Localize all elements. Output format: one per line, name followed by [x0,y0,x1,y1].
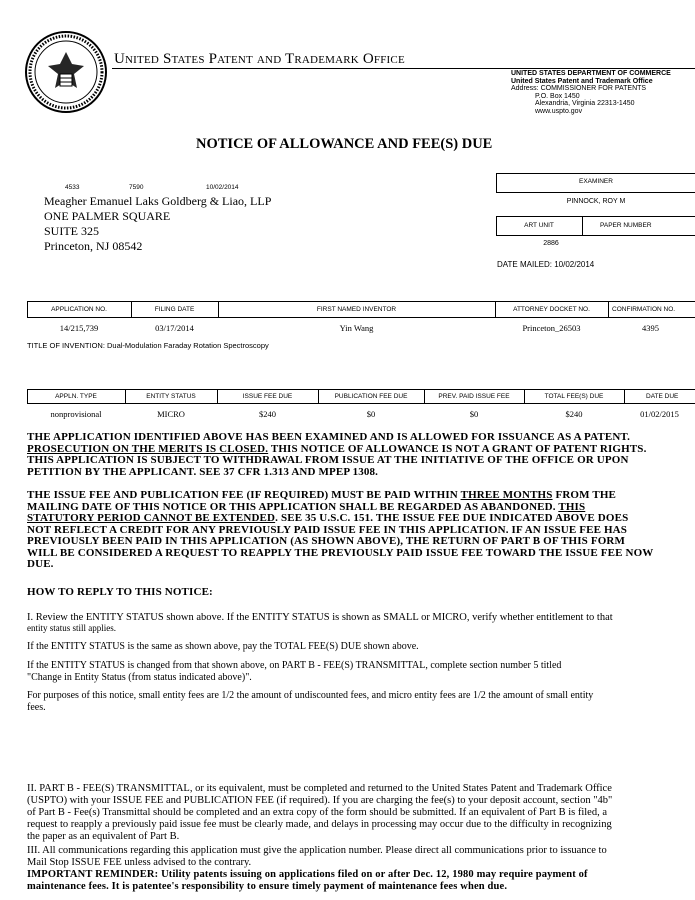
first-inventor: Yin Wang [339,323,374,333]
issue-fee-due: $240 [259,409,276,419]
text-line: I. Review the ENTITY STATUS shown above. If the ENTITY STATUS is shown as SMALL or MICRO, verify whether entitlement to that [27,612,613,623]
address-line: www.uspto.gov [535,107,583,115]
underlined-text: THIS [558,500,586,513]
total-fees-due: $240 [565,409,583,419]
address-line: Princeton, NJ 08542 [44,239,143,253]
text-line: NOT REFLECT A CREDIT FOR ANY PREVIOUSLY PAID ISSUE FEE IN THIS APPLICATION. IF AN ISSUE FEE HAS [27,523,628,536]
col-issue-fee-due: ISSUE FEE DUE [242,393,293,400]
col-publication-fee-due: PUBLICATION FEE DUE [334,393,408,400]
divider [582,216,583,236]
corr-code: 7590 [129,184,144,191]
text-line: For purposes of this notice, small entity fees are 1/2 the amount of undiscounted fees, and micro entity fees are 1/2 the amount of small entity [27,690,594,701]
art-unit-value: 2886 [543,240,559,247]
col-confirmation-no: CONFIRMATION NO. [612,306,676,313]
text: FROM THE [552,489,617,501]
examiner-label: EXAMINER [579,178,613,185]
address-line: Alexandria, Virginia 22313-1450 [535,100,635,107]
date-mailed: DATE MAILED: 10/02/2014 [497,260,595,269]
text: MAILING DATE OF THIS NOTICE OR THIS APPLICATION SHALL BE REGARDED AS ABANDONED. [27,500,559,513]
col-entity-status: ENTITY STATUS [146,393,196,400]
section-one-same-status: If the ENTITY STATUS is the same as shown above, pay the TOTAL FEE(S) DUE shown above. [27,641,419,652]
text-line: of Part B - Fee(s) Transmittal should be completed and an extra copy of the form should be submitted. If an equivalent of Part B is filed, a [27,807,608,818]
correspondence-address [44,194,271,254]
publication-fee-due: $0 [366,409,376,419]
col-date-due: DATE DUE [646,393,679,400]
filing-date: 03/17/2014 [155,323,194,333]
col-application-no: APPLICATION NO. [51,306,107,313]
paper-number-label: PAPER NUMBER [600,222,652,229]
entity-status: MICRO [157,409,185,419]
invention-title: TITLE OF INVENTION: Dual-Modulation Faraday Rotation Spectroscopy [27,341,269,350]
text-line: PETITION BY THE APPLICANT. SEE 37 CFR 1.313 AND MPEP 1308. [27,465,379,478]
how-to-reply-heading: HOW TO REPLY TO THIS NOTICE: [27,586,213,598]
underlined-text: STATUTORY PERIOD CANNOT BE EXTENDED [27,512,276,524]
text-line: IMPORTANT REMINDER: Utility patents issuing on applications filed on or after Dec. 12, 1980 may require payment of [27,869,588,880]
corr-code: 4533 [65,184,80,191]
fee-paragraph [27,490,695,571]
text-line: DUE. [27,558,54,570]
application-no: 14/215,739 [59,323,99,333]
underlined-text: PROSECUTION ON THE MERITS IS CLOSED. [27,442,269,455]
text: THE ISSUE FEE AND PUBLICATION FEE (IF REQUIRED) MUST BE PAID WITHIN [27,489,461,501]
text-line: THIS APPLICATION IS SUBJECT TO WITHDRAWAL FROM ISSUE AT THE INITIATIVE OF THE OFFICE OR UPON [27,454,629,466]
text-line: fees. [27,701,46,713]
text-line: "Change in Entity Status (from status indicated above)". [27,671,252,683]
col-filing-date: FILING DATE [154,306,195,313]
text-line: the paper as an equivalent of Part B. [27,831,180,842]
section-one-fee-purposes [27,690,695,713]
text-line: (USPTO) with your ISSUE FEE and PUBLICATION FEE (if required). If you are charging the fee(s) to your deposit account, section "4b" [27,795,613,806]
office-name: United States Patent and Trademark Office [114,51,405,67]
text-line: PREVIOUSLY BEEN PAID IN THIS APPLICATION (AS SHOWN ABOVE), THE RETURN OF PART B OF THIS FORM [27,535,626,547]
text-line: entity status still applies. [27,622,116,633]
col-appln-type: APPLN. TYPE [55,393,97,400]
important-reminder [27,869,695,893]
attorney-docket: Princeton_26503 [522,323,581,333]
confirmation-no: 4395 [642,323,659,333]
text-line: maintenance fees. It is patentee's responsibility to ensure timely payment of maintenance fees when due. [27,881,508,892]
address-line: UNITED STATES DEPARTMENT OF COMMERCE [511,70,671,77]
text-line [27,513,695,525]
section-three-communications [27,845,695,869]
prev-paid-issue-fee: $0 [469,409,479,419]
address-line: United States Patent and Trademark Office [511,77,653,85]
allowance-paragraph [27,432,695,478]
corr-date: 10/02/2014 [206,184,239,191]
header-rule [112,68,695,69]
text-line: Mail Stop ISSUE FEE unless advised to the contrary. [27,857,252,868]
section-one-review [27,612,695,633]
text-line: THE APPLICATION IDENTIFIED ABOVE HAS BEEN EXAMINED AND IS ALLOWED FOR ISSUANCE AS A PATENT. [27,431,630,443]
uspto-address [511,70,671,115]
text: THIS NOTICE OF ALLOWANCE IS NOT A GRANT OF PATENT RIGHTS. [268,442,647,455]
address-line: SUITE 325 [44,224,99,238]
col-prev-paid-issue-fee: PREV. PAID ISSUE FEE [438,393,510,400]
text: . SEE 35 U.S.C. 151. THE ISSUE FEE DUE INDICATED ABOVE DOES [275,512,629,524]
col-first-inventor: FIRST NAMED INVENTOR [316,306,397,313]
text-line: WILL BE CONSIDERED A REQUEST TO REAPPLY THE PREVIOUSLY PAID ISSUE FEE TOWARD THE ISSUE FEE NOW [27,546,654,559]
art-unit-label: ART UNIT [524,222,554,229]
address-line: P.O. Box 1450 [535,92,580,100]
divider [608,301,609,318]
col-attorney-docket: ATTORNEY DOCKET NO. [513,306,590,313]
address-line: ONE PALMER SQUARE [44,209,171,223]
underlined-text: THREE MONTHS [460,489,553,501]
section-one-changed-status [27,660,695,683]
text-line: request to reapply a previously paid issue fee must be clearly made, and delays in processing may occur due to the difficulty in recognizing [27,819,612,830]
address-line: Meagher Emanuel Laks Goldberg & Liao, LLP [44,194,272,208]
address-line: Address: COMMISSIONER FOR PATENTS [511,85,647,92]
date-due: 01/02/2015 [640,409,679,419]
text-line: If the ENTITY STATUS is changed from that shown above, on PART B - FEE(S) TRANSMITTAL, complete section number 5 titled [27,660,562,671]
text-line: III. All communications regarding this application must give the application number. Please direct all communications prior to issuance to [27,845,607,856]
section-two-transmittal [27,783,695,843]
uspto-seal-icon [24,30,108,114]
examiner-name: PINNOCK, ROY M [566,198,626,205]
col-total-fees-due: TOTAL FEE(S) DUE [544,393,604,400]
text-line: II. PART B - FEE(S) TRANSMITTAL, or its equivalent, must be completed and returned to the United States Patent and Trademark Office [27,783,612,794]
appln-type: nonprovisional [50,409,102,419]
page-title: NOTICE OF ALLOWANCE AND FEE(S) DUE [196,136,493,152]
